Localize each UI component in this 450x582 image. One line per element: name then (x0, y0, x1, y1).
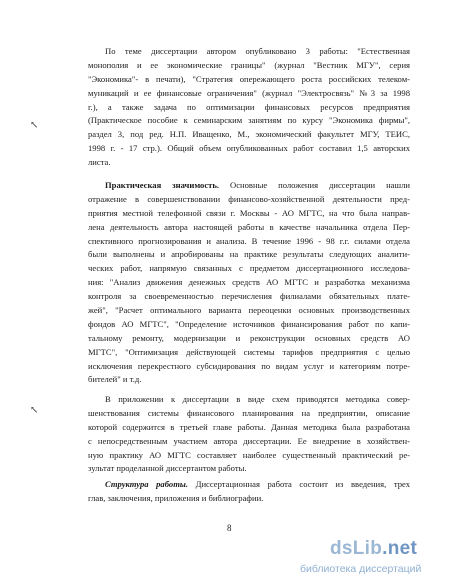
text-line: контроля за своевременностью перечисления филиалами обязательных платe- (88, 291, 410, 302)
practical-significance-paragraph (88, 179, 410, 387)
text-line: ческих работ, напрямую связанных с предметом диссертационного исследова- (88, 263, 410, 274)
text-line: отражение в совершенствовании финансово-хозяйственной деятельности пред- (88, 193, 410, 204)
text-line (88, 478, 410, 492)
text-line: МГТС", "Оптимизация действующей системы тарифов предприятия с целью (88, 346, 410, 357)
text-run: Диссертационная работа состоит из введения, трех (188, 479, 410, 489)
text-line: ния: "Анализ движения денежных средств АО МГТС и разработка механизма (88, 277, 410, 288)
text-line: были выполнены и апробированы на практике результаты следующих аналити- (88, 249, 410, 260)
text-line: ную практику АО МГТС составляет наиболее существенный практический ре- (88, 449, 410, 460)
text-line: "Экономика"- в печати), "Стратегия опережающего роста российских телеком- (88, 73, 410, 84)
text-run: Основные положения диссертации нашли (219, 180, 410, 190)
text-line: которой содержится в третьей главе работы. Данная методика была разработана (88, 421, 410, 432)
text-line: муникаций и ее финансовые ограничения" (журнал "Электросвязь" №3 за 1998 (88, 87, 410, 98)
text-line: исключения перекрестного субсидирования по видам услуг и категориям потре- (88, 360, 410, 371)
text-line: фондов АО МГТС", "Определение источников финансирования работ по капи- (88, 318, 410, 329)
text-line: с непосредственным участием автора диссертации. Ее внедрение в хозяйствен- (88, 435, 410, 446)
margin-mark-top: ↖ (30, 120, 39, 131)
watermark-logo (330, 538, 417, 560)
text-line: глав, заключения, приложения и библиографии. (88, 492, 264, 503)
text-line: монополия и ее экономические границы" (журнал "Вестник МГУ", серия (88, 59, 410, 70)
text-line: лена деятельность автора настоящей работы в качестве начальника отдела Пер- (88, 221, 410, 232)
text-line: (Практическое пособие к семинарским занятиям по курсу "Экономика фирмы", (88, 115, 410, 126)
text-line (88, 179, 410, 193)
text-line: раздел 3, под ред. Н.П. Иващенко, М., экономический факультет МГУ, ТЕИС, (88, 129, 410, 140)
page-number: 8 (227, 523, 232, 533)
watermark-logo-tld: .net (382, 538, 418, 559)
text-line: спективного прогнозирования и анализа. В течение 1996 - 98 г.г. силами отдела (88, 235, 410, 246)
watermark-caption: библиотека диссертаций (300, 563, 422, 575)
text-line: жей", "Расчет оптимального варианта переоценки основных производственных (88, 305, 410, 316)
text-line: г.), а также задача по оптимизации финансовых ресурсов предприятия (88, 101, 410, 112)
text-line: По теме диссертации автором опубликовано 3 работы: "Естественная (105, 46, 410, 56)
structure-paragraph (88, 478, 410, 506)
text-line: приятия местной телефонной связи г. Москвы - АО МГТС, на что была направ- (88, 207, 410, 218)
watermark (300, 538, 448, 578)
section-heading: Структура работы. (105, 479, 188, 489)
section-heading: Практическая значимость. (105, 180, 220, 190)
text-line: В приложении к диссертации в виде схем приводятся методика совер- (105, 394, 410, 404)
text-line: листа. (88, 157, 111, 168)
watermark-logo-main: dsLib (330, 538, 383, 559)
text-line: тальному ремонту, модернизации и реконструкции основных средств АО (88, 332, 410, 343)
text-line: зультат проделанной диссертантом работы. (88, 463, 247, 474)
text-line: бителей" и т.д. (88, 374, 142, 385)
margin-mark-bottom: ↖ (30, 405, 39, 416)
appendix-paragraph (88, 393, 410, 476)
text-line: 1998 г. - 17 стр.). Общий объем опубликованных работ составил 1,5 авторских (88, 143, 410, 154)
text-line: шенствования системы финансового планирования на предприятии, описание (88, 407, 410, 418)
publications-paragraph (88, 45, 410, 170)
